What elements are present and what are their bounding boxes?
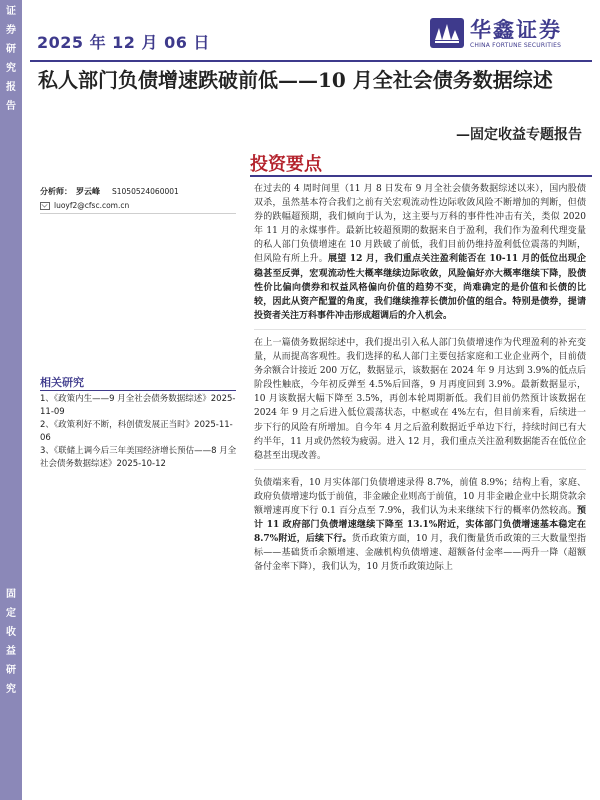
company-logo	[430, 12, 590, 56]
analyst-info	[40, 186, 240, 210]
paragraph-1: 在过去的 4 周时间里（11 月 8 日发布 9 月全社会债务数据综述以来），国内股债双杀，虽然基本符合我们之前有关宏观流动性边际收敛风险不断增加的判断，但债券的跌幅超预期，我们倾向于认为，这主要与万科的事件性冲击有关，类似 2020 年 11 月的永煤事件。最新比较超预期的数据来自于盈利，我们作为盈利代理变量的私人部门负债增速在 10 月跌破了前低，我们目前仍维持盈利低位震荡的判断，但风险有所上升。展望 12 月，我们重点关注盈利能否在 10-11 月的低位出现企稳甚至反弹，宏观流动性大概率继续边际收敛，风险偏好亦大概率继续下降，股债性价比偏向债券和权益风格偏向价值的趋势不变，尚难确定的是价值和长债的比较，因此从资产配置的角度，我们继续推荐长债加价值的组合。特别是债券，提请投资者关注万科事件冲击形成超调后的介入机会。	[254, 184, 586, 321]
related-item[interactable]: 2、《政策利好不断，科创债发展正当时》2025-11-06	[40, 420, 233, 443]
analyst-email[interactable]: luoyf2@cfsc.com.cn	[54, 201, 130, 210]
logo-mark-icon	[430, 18, 464, 48]
paragraph-divider	[254, 469, 586, 470]
analyst-divider	[40, 213, 236, 214]
logo-subtitle: CHINA FORTUNE SECURITIES	[470, 42, 562, 49]
analyst-cert: S1050524060001	[112, 187, 179, 196]
report-date: 2025 年 12 月 06 日	[37, 33, 210, 52]
report-title: 私人部门负债增速跌破前低——10 月全社会债务数据综述	[38, 68, 553, 92]
related-research-title: 相关研究	[40, 376, 84, 389]
analyst-name: 罗云峰	[76, 187, 100, 196]
related-divider	[40, 390, 236, 391]
paragraph-2: 在上一篇债务数据综述中，我们提出引入私人部门负债增速作为代理盈利的补充变量，从而提高客观性。我们选择的私人部门主要包括家庭和工业企业两个，目前债务余额合计接近 200 万亿，数据显示，该数据在 2024 年 9 月达到 3.9%的低点后阶段性触底，今年初反弹至 4.5%后回落，9 月再度回到 3.9%。最新数据显示，10 月该数据大幅下降至 3.5%，再创本轮周期新低。我们目前仍然预计该数据在 2024 年 9 月之后进入低位震荡状态，中枢或在 4%左右，但目前来看，后续进一步下行的风险有所增加。自今年 4 月之后盈利数据近乎单边下行，持续时间已有大约半年，11 月或仍然较为疲弱。进入 12 月，我们重点关注盈利数据能否在低位企稳甚至出现改善。	[254, 337, 586, 461]
related-research-list	[40, 393, 240, 471]
paragraph-divider	[254, 329, 586, 330]
mail-icon	[40, 202, 50, 210]
report-subtitle: —固定收益专题报告	[456, 127, 582, 143]
paragraph-3: 负债端来看，10 月实体部门负债增速录得 8.7%，前值 8.9%；结构上看，家庭、政府负债增速均低于前值，非金融企业则高于前值，10 月非金融企业中长期贷款余额增速再度下行 0.1 百分点至 7.9%，我们认为未来继续下行的概率仍然较高。预计 11 政府部门负债增速继续下降至 13.1%附近，实体部门负债增速基本稳定在 8.7%附近，后续下行。货币政策方面，10 月，我们衡量货币政策的三大数量型指标——基础货币余额增速、金融机构负债增速、超额备付金率——两升一降（超额备付金率下降），我们认为，10 月货币政策边际上	[254, 477, 586, 573]
main-body	[254, 182, 586, 585]
section-title: 投资要点	[250, 154, 322, 175]
side-label-category: 固 定 收 益 研 究	[6, 589, 16, 695]
related-item[interactable]: 3、《联储上调今后三年美国经济增长预估——8 月全社会债务数据综述》2025-10-12	[40, 446, 237, 469]
logo-name: 华鑫证券	[470, 18, 562, 42]
analyst-label: 分析师：	[40, 187, 72, 196]
related-item[interactable]: 1、《政策内生——9 月全社会债务数据综述》2025-11-09	[40, 394, 236, 417]
side-bar	[0, 0, 22, 800]
side-label-report: 证 券 研 究 报 告	[6, 6, 16, 112]
header-divider	[30, 60, 592, 62]
section-divider	[250, 175, 592, 177]
